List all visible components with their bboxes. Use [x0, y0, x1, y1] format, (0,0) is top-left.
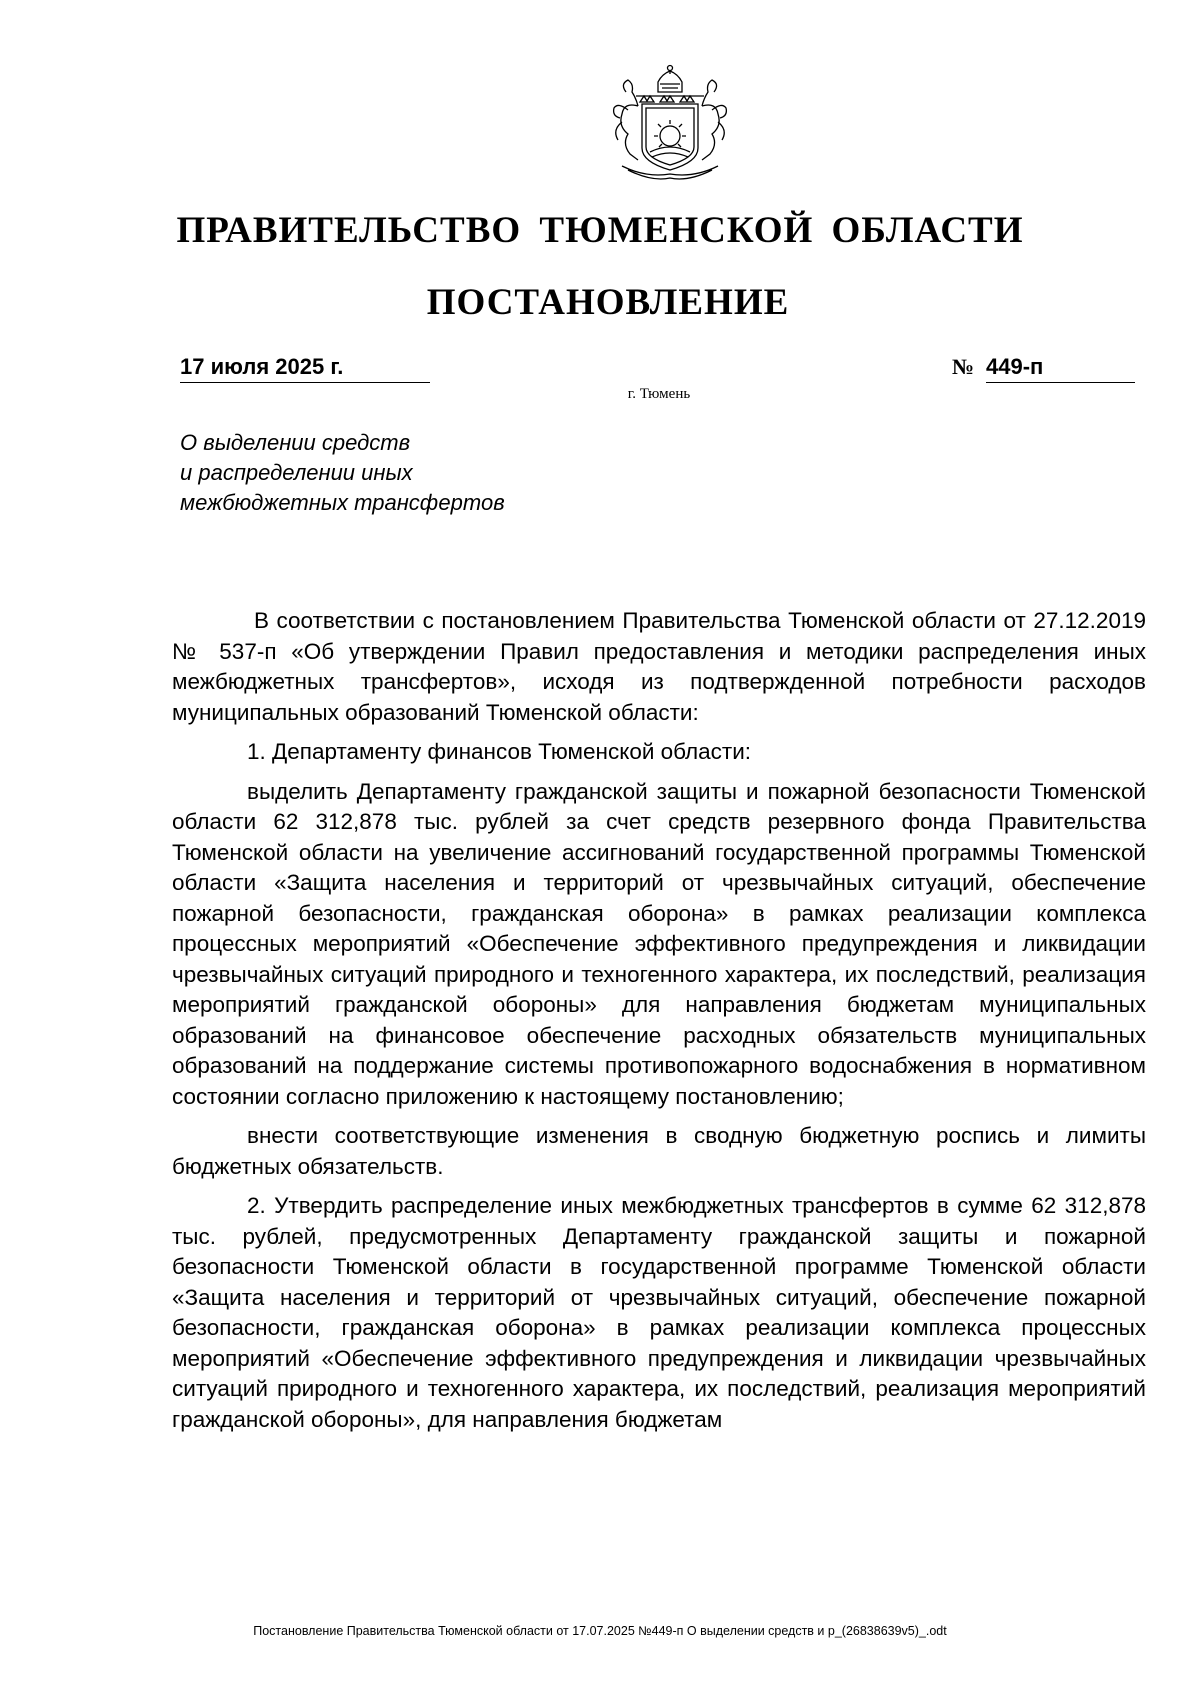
- body-item-2: 2. Утвердить распределение иных межбюджетных трансфертов в сумме 62 312,878 тыс. рублей, предусмотренных Департаменту гражданской защиты и пожарной безопасности Тюменской области в государственной программе Тюменской области «Защита населения и территорий от чрезвычайных ситуаций, обеспечение пожарной безопасности, гражданская оборона» в рамках реализации комплекса процессных мероприятий «Обеспечение эффективного предупреждения и ликвидации чрезвычайных ситуаций природного и техногенного характера, их последствий, реализация мероприятий гражданской обороны», для направления бюджетам: [172, 1193, 1146, 1432]
- subject-line: О выделении средств: [180, 430, 411, 455]
- document-number: 449-п: [986, 352, 1135, 383]
- body-item-1-allocate: выделить Департаменту гражданской защиты и пожарной безопасности Тюменской области 62 312,878 тыс. рублей за счет средств резервного фонда Правительства Тюменской области на увеличение ассигнований государственной программы Тюменской области «Защита населения и территорий от чрезвычайных ситуаций, обеспечение пожарной безопасности, гражданская оборона» в рамках реализации комплекса процессных мероприятий «Обеспечение эффективного предупреждения и ликвидации чрезвычайных ситуаций природного и техногенного характера, их последствий, реализация мероприятий гражданской обороны» для направления бюджетам муниципальных образований на финансовое обеспечение расходных обязательств муниципальных образований на поддержание системы противопожарного водоснабжения в нормативном состоянии согласно приложению к настоящему постановлению;: [172, 778, 1146, 1109]
- document-subject: [180, 428, 640, 518]
- body-item-1-heading: 1. Департаменту финансов Тюменской области:: [247, 739, 752, 764]
- document-date: 17 июля 2025 г.: [180, 352, 430, 383]
- footer-file-name: Постановление Правительства Тюменской области от 17.07.2025 №449-п О выделении средств и р_(26838639v5)_.odt: [253, 1624, 947, 1638]
- document-number-field: [952, 352, 1137, 383]
- body-preamble: В соответствии с постановлением Правительства Тюменской области от 27.12.2019 № 537-п «Об утверждении Правил предоставления и методики распределения иных межбюджетных трансфертов», исходя из подтвержденной потребности расходов муниципальных образований Тюменской области:: [172, 608, 1146, 725]
- document-body: [172, 606, 1146, 1444]
- document-city: г. Тюмень: [627, 386, 691, 402]
- number-sign: №: [952, 354, 975, 379]
- body-item-1-amend: внести соответствующие изменения в сводную бюджетную роспись и лимиты бюджетных обязательств.: [172, 1123, 1146, 1179]
- subject-line: и распределении иных: [180, 460, 413, 485]
- government-title: ПРАВИТЕЛЬСТВО ТЮМЕНСКОЙ ОБЛАСТИ: [176, 210, 1024, 251]
- coat-of-arms-emblem: [592, 62, 748, 184]
- subject-line: межбюджетных трансфертов: [180, 490, 505, 515]
- document-type-title: ПОСТАНОВЛЕНИЕ: [426, 282, 790, 323]
